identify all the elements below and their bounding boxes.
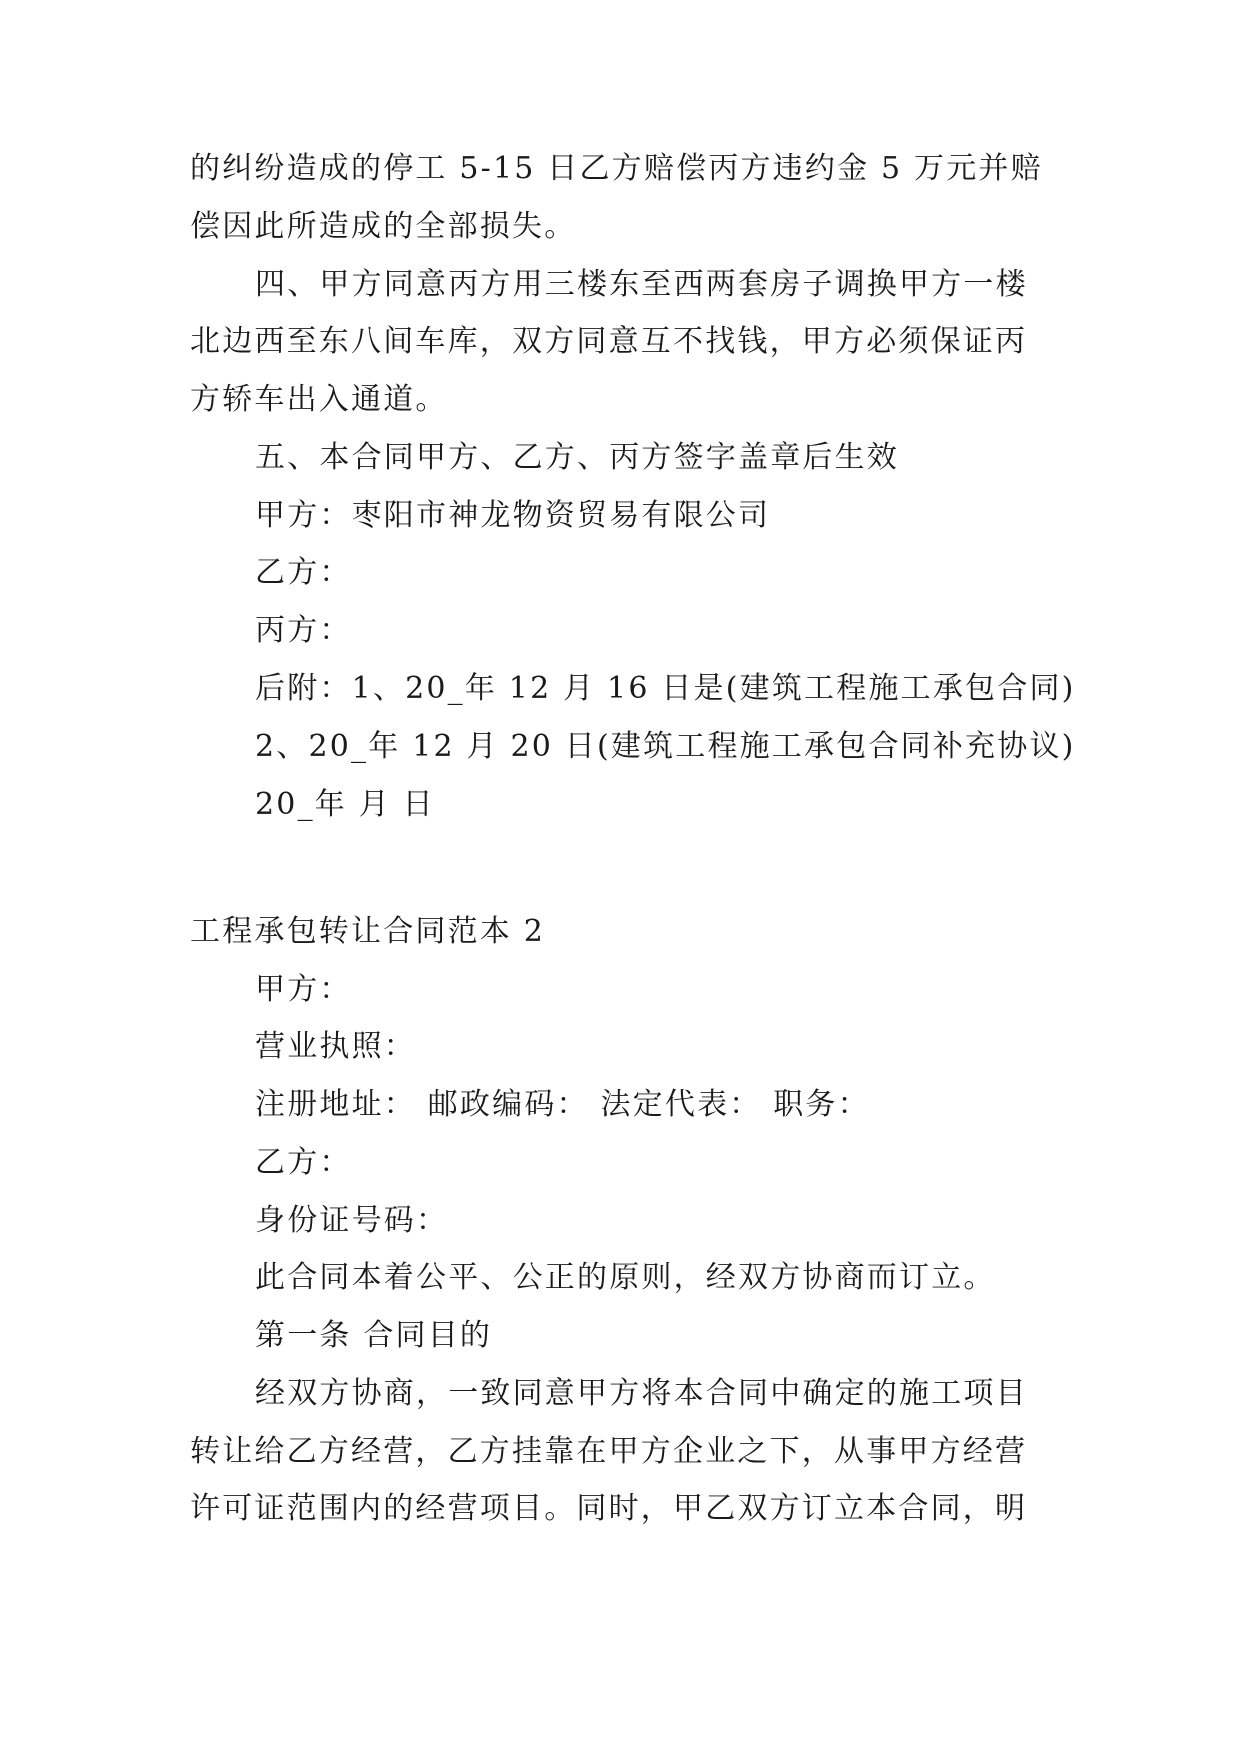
business-license-field: 营业执照： — [255, 1029, 416, 1064]
section-title: 工程承包转让合同范本 2 — [190, 914, 546, 949]
party-b-field: 乙方： — [255, 1145, 352, 1180]
date-line: 20_年 月 日 — [255, 787, 435, 822]
attachment-line-2: 2、20_年 12 月 20 日(建筑工程施工承包合同补充协议) — [255, 729, 1076, 764]
paragraph-line: 的纠纷造成的停工 5-15 日乙方赔偿丙方违约金 5 万元并赔 — [190, 151, 1043, 186]
party-a-signature-line: 甲方：枣阳市神龙物资贸易有限公司 — [255, 498, 771, 533]
paragraph-line: 经双方协商，一致同意甲方将本合同中确定的施工项目 — [255, 1376, 1028, 1411]
paragraph-line: 北边西至东八间车库，双方同意互不找钱，甲方必须保证丙 — [190, 324, 1028, 359]
attachment-line-1: 后附：1、20_年 12 月 16 日是(建筑工程施工承包合同) — [255, 671, 1076, 706]
registration-fields-line: 注册地址： 邮政编码： 法定代表： 职务： — [255, 1087, 870, 1122]
paragraph-line: 方轿车出入通道。 — [190, 382, 448, 417]
party-a-field: 甲方： — [255, 972, 352, 1007]
paragraph-line: 转让给乙方经营，乙方挂靠在甲方企业之下，从事甲方经营 — [190, 1434, 1028, 1469]
party-c-signature-line: 丙方： — [255, 613, 352, 648]
paragraph-line: 偿因此所造成的全部损失。 — [190, 209, 577, 244]
paragraph-line: 许可证范围内的经营项目。同时，甲乙双方订立本合同，明 — [190, 1491, 1028, 1526]
paragraph-line: 此合同本着公平、公正的原则，经双方协商而订立。 — [255, 1260, 996, 1295]
clause-five-line: 五、本合同甲方、乙方、丙方签字盖章后生效 — [255, 440, 899, 475]
id-number-field: 身份证号码： — [255, 1203, 449, 1238]
party-b-signature-line: 乙方： — [255, 555, 352, 590]
article-heading: 第一条 合同目的 — [255, 1318, 493, 1353]
clause-four-line: 四、甲方同意丙方用三楼东至西两套房子调换甲方一楼 — [255, 267, 1028, 302]
